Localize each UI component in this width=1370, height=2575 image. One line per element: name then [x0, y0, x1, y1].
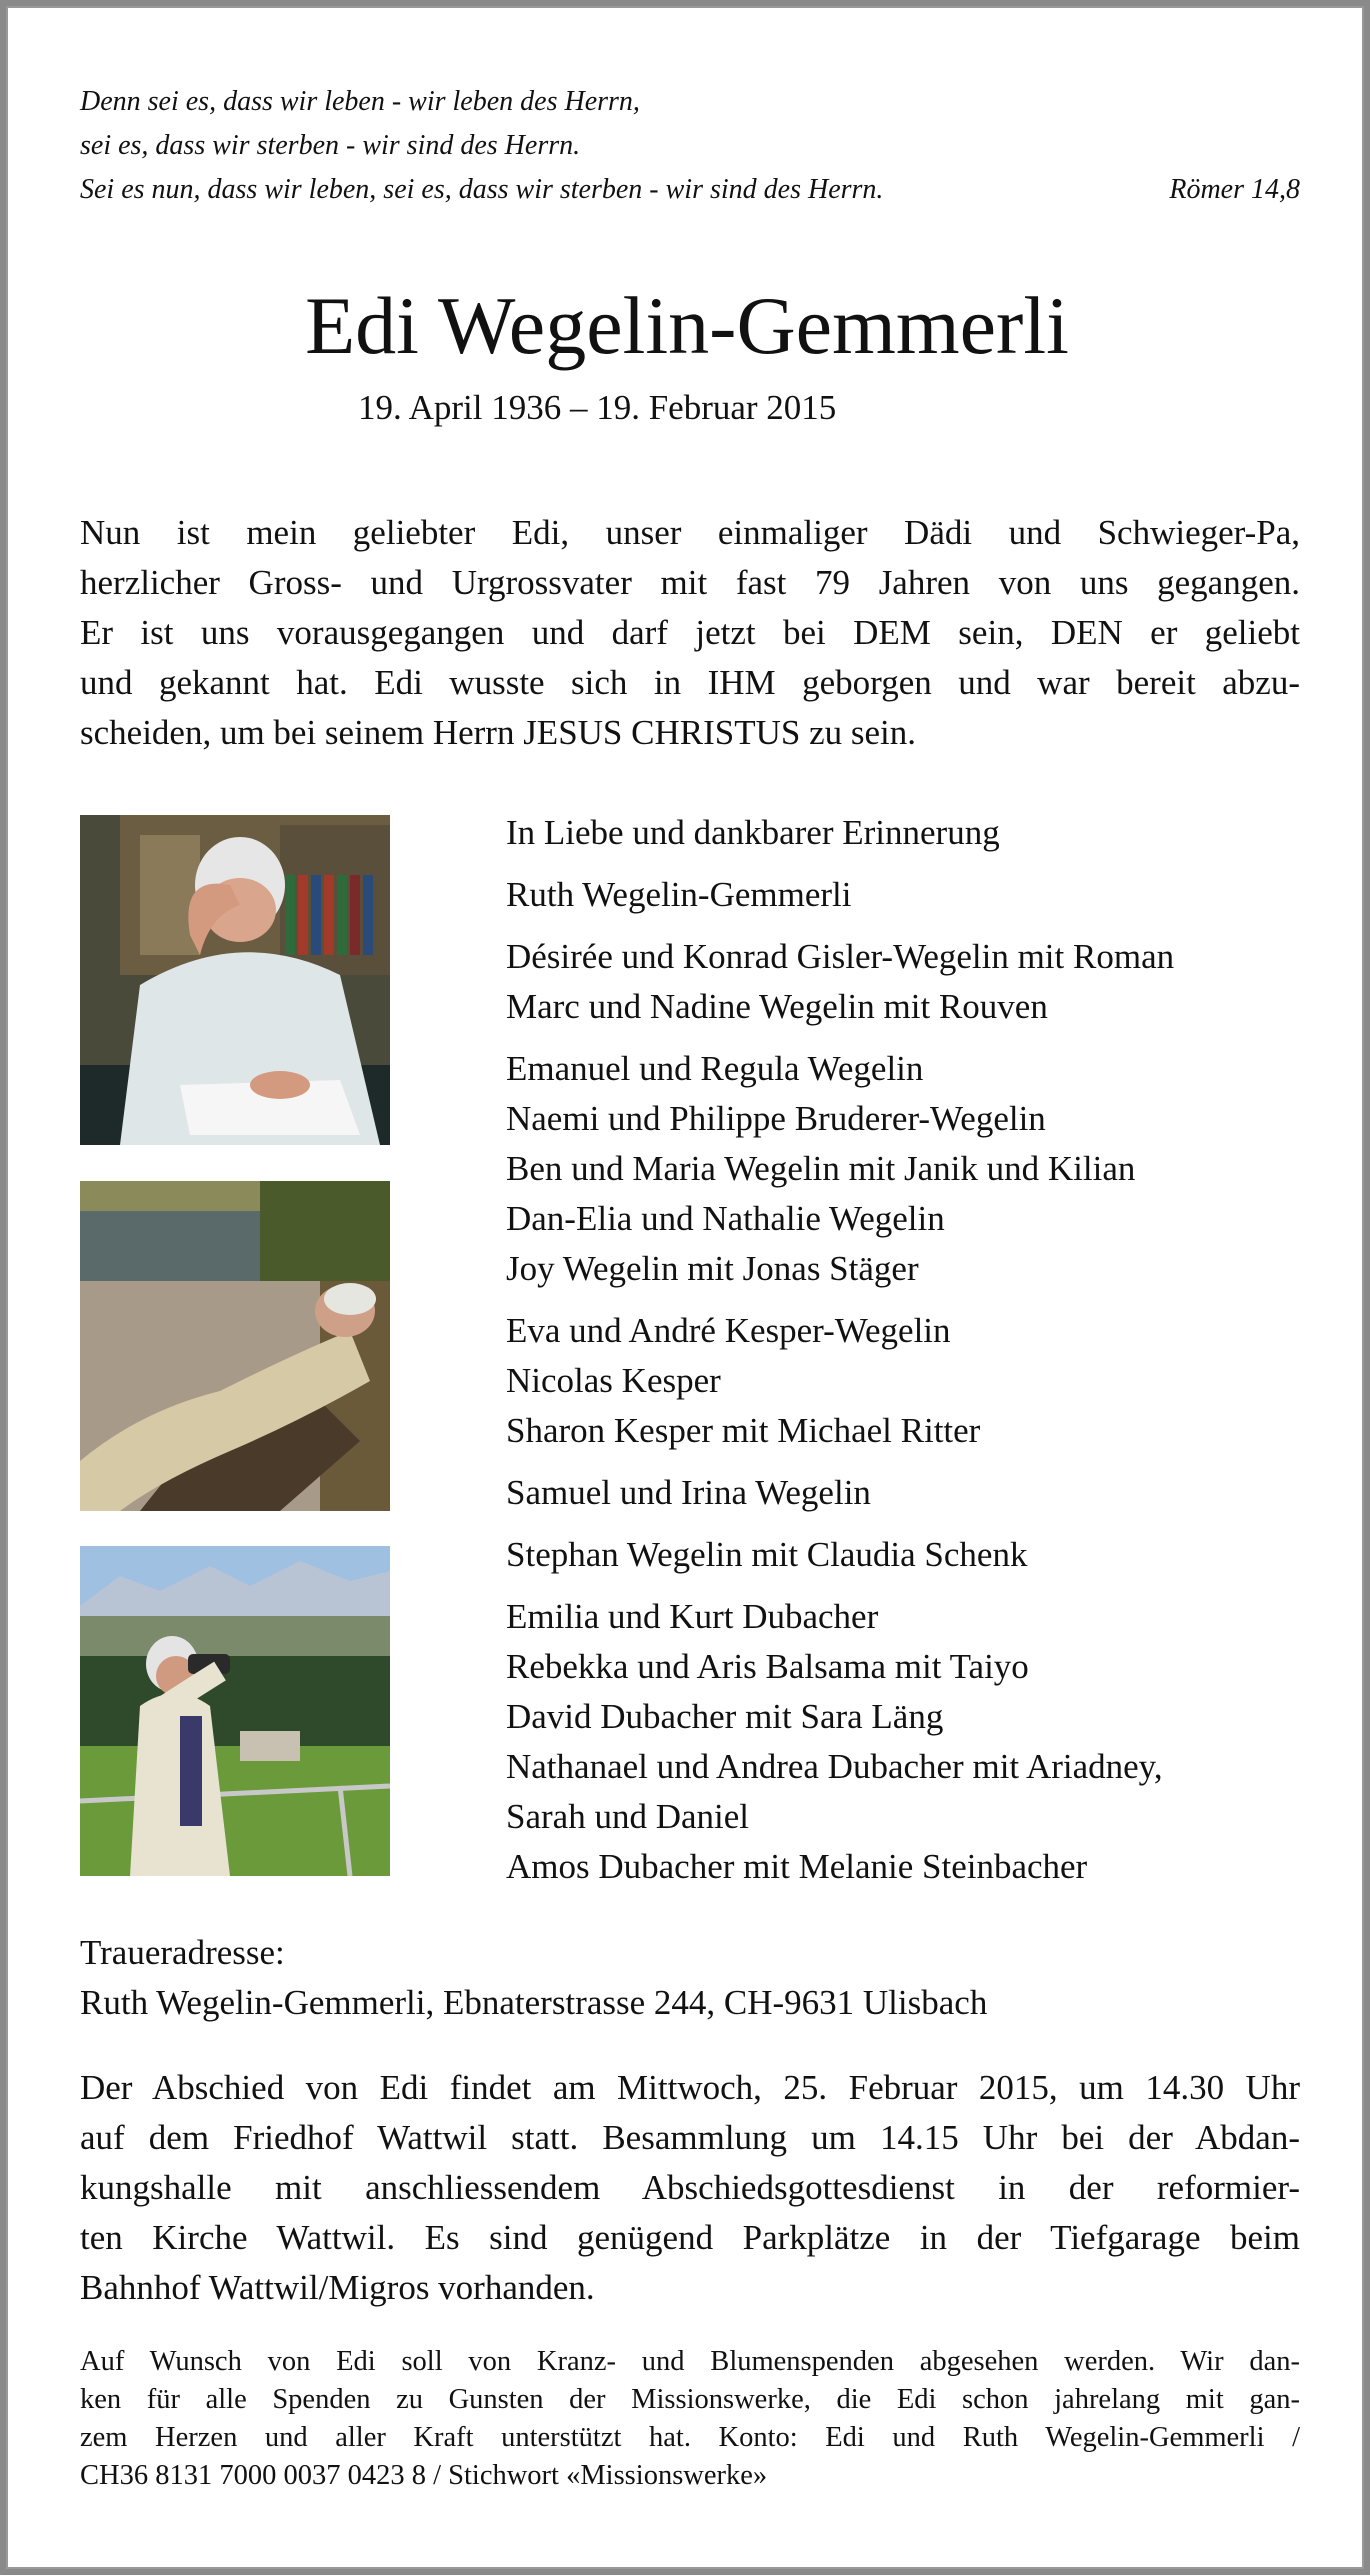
mourner-line: Rebekka und Aris Balsama mit Taiyo — [506, 1647, 1029, 1686]
mourner-line: David Dubacher mit Sara Läng — [506, 1697, 944, 1736]
verse-line-2: sei es, dass wir sterben - wir sind des Herrn. — [80, 130, 581, 161]
farewell-paragraph — [80, 2063, 1300, 2313]
mourner-group — [506, 932, 1326, 1032]
mourner-line: Emanuel und Regula Wegelin — [506, 1049, 924, 1088]
mourner-line: Naemi und Philippe Bruderer-Wegelin — [506, 1099, 1046, 1138]
donation-note — [80, 2343, 1300, 2495]
intro-line: herzlicher Gross- und Urgrossvater mit fast 79 Jahren von uns gegangen. — [80, 563, 1300, 602]
mourner-line: Sharon Kesper mit Michael Ritter — [506, 1411, 981, 1450]
bible-verse — [80, 80, 1300, 212]
verse-line-1: Denn sei es, dass wir leben - wir leben des Herrn, — [80, 86, 640, 117]
obituary-page — [6, 6, 1364, 2569]
farewell-line: Bahnhof Wattwil/Migros vorhanden. — [80, 2268, 595, 2307]
mourner-line: Désirée und Konrad Gisler-Wegelin mit Roman — [506, 937, 1175, 976]
mourner-line: Nicolas Kesper — [506, 1361, 721, 1400]
mourner-group — [506, 808, 1326, 858]
mourner-line: In Liebe und dankbarer Erinnerung — [506, 813, 1000, 852]
donation-line: zem Herzen und aller Kraft unterstützt hat. Konto: Edi und Ruth Wegelin-Gemmerli / — [80, 2422, 1300, 2453]
mourner-group — [506, 870, 1326, 920]
verse-line-3: Sei es nun, dass wir leben, sei es, dass wir sterben - wir sind des Herrn. — [80, 174, 884, 205]
mourner-line: Stephan Wegelin mit Claudia Schenk — [506, 1535, 1028, 1574]
mourner-line: Marc und Nadine Wegelin mit Rouven — [506, 987, 1048, 1026]
farewell-line: kungshalle mit anschliessendem Abschiedsgottesdienst in der reformier- — [80, 2168, 1300, 2207]
mourner-line: Dan-Elia und Nathalie Wegelin — [506, 1199, 945, 1238]
intro-paragraph — [80, 508, 1300, 758]
mourner-line: Ruth Wegelin-Gemmerli — [506, 875, 852, 914]
farewell-line: auf dem Friedhof Wattwil statt. Besammlung um 14.15 Uhr bei der Abdan- — [80, 2118, 1300, 2157]
mourner-group — [506, 1044, 1326, 1294]
mourners-list — [506, 808, 1326, 1904]
life-dates: 19. April 1936 – 19. Februar 2015 — [358, 388, 837, 427]
mourner-line: Nathanael und Andrea Dubacher mit Ariadney, — [506, 1747, 1163, 1786]
photo-man-reading — [80, 815, 390, 1145]
address-value: Ruth Wegelin-Gemmerli, Ebnaterstrasse 244, CH-9631 Ulisbach — [80, 1983, 988, 2022]
intro-line: scheiden, um bei seinem Herrn JESUS CHRISTUS zu sein. — [80, 713, 917, 752]
verse-reference: Römer 14,8 — [1169, 174, 1300, 205]
donation-line: Auf Wunsch von Edi soll von Kranz- und Blumenspenden abgesehen werden. Wir dan- — [80, 2346, 1300, 2377]
mourner-line: Emilia und Kurt Dubacher — [506, 1597, 879, 1636]
photo-man-on-bench — [80, 1181, 390, 1511]
farewell-line: ten Kirche Wattwil. Es sind genügend Parkplätze in der Tiefgarage beim — [80, 2218, 1300, 2257]
mourner-line: Ben und Maria Wegelin mit Janik und Kilian — [506, 1149, 1136, 1188]
mourner-group — [506, 1592, 1326, 1892]
mourner-group — [506, 1530, 1326, 1580]
mourner-line: Eva und André Kesper-Wegelin — [506, 1311, 951, 1350]
mourner-group — [506, 1468, 1326, 1518]
mourner-line: Sarah und Daniel — [506, 1797, 749, 1836]
intro-line: Nun ist mein geliebter Edi, unser einmaliger Dädi und Schwieger-Pa, — [80, 513, 1300, 552]
mourning-address — [80, 1928, 1300, 2028]
intro-line: Er ist uns vorausgegangen und darf jetzt bei DEM sein, DEN er geliebt — [80, 613, 1300, 652]
donation-line: CH36 8131 7000 0037 0423 8 / Stichwort «Missionswerke» — [80, 2460, 768, 2491]
address-label: Traueradresse: — [80, 1933, 285, 1972]
intro-line: und gekannt hat. Edi wusste sich in IHM geborgen und war bereit abzu- — [80, 663, 1300, 702]
mourner-line: Joy Wegelin mit Jonas Stäger — [506, 1249, 919, 1288]
photo-man-with-binoculars — [80, 1546, 390, 1876]
farewell-line: Der Abschied von Edi findet am Mittwoch, 25. Februar 2015, um 14.30 Uhr — [80, 2068, 1300, 2107]
mourner-line: Samuel und Irina Wegelin — [506, 1473, 871, 1512]
mourner-line: Amos Dubacher mit Melanie Steinbacher — [506, 1847, 1088, 1886]
deceased-name: Edi Wegelin-Gemmerli — [305, 280, 1069, 371]
donation-line: ken für alle Spenden zu Gunsten der Missionswerke, die Edi schon jahrelang mit gan- — [80, 2384, 1300, 2415]
mourner-group — [506, 1306, 1326, 1456]
